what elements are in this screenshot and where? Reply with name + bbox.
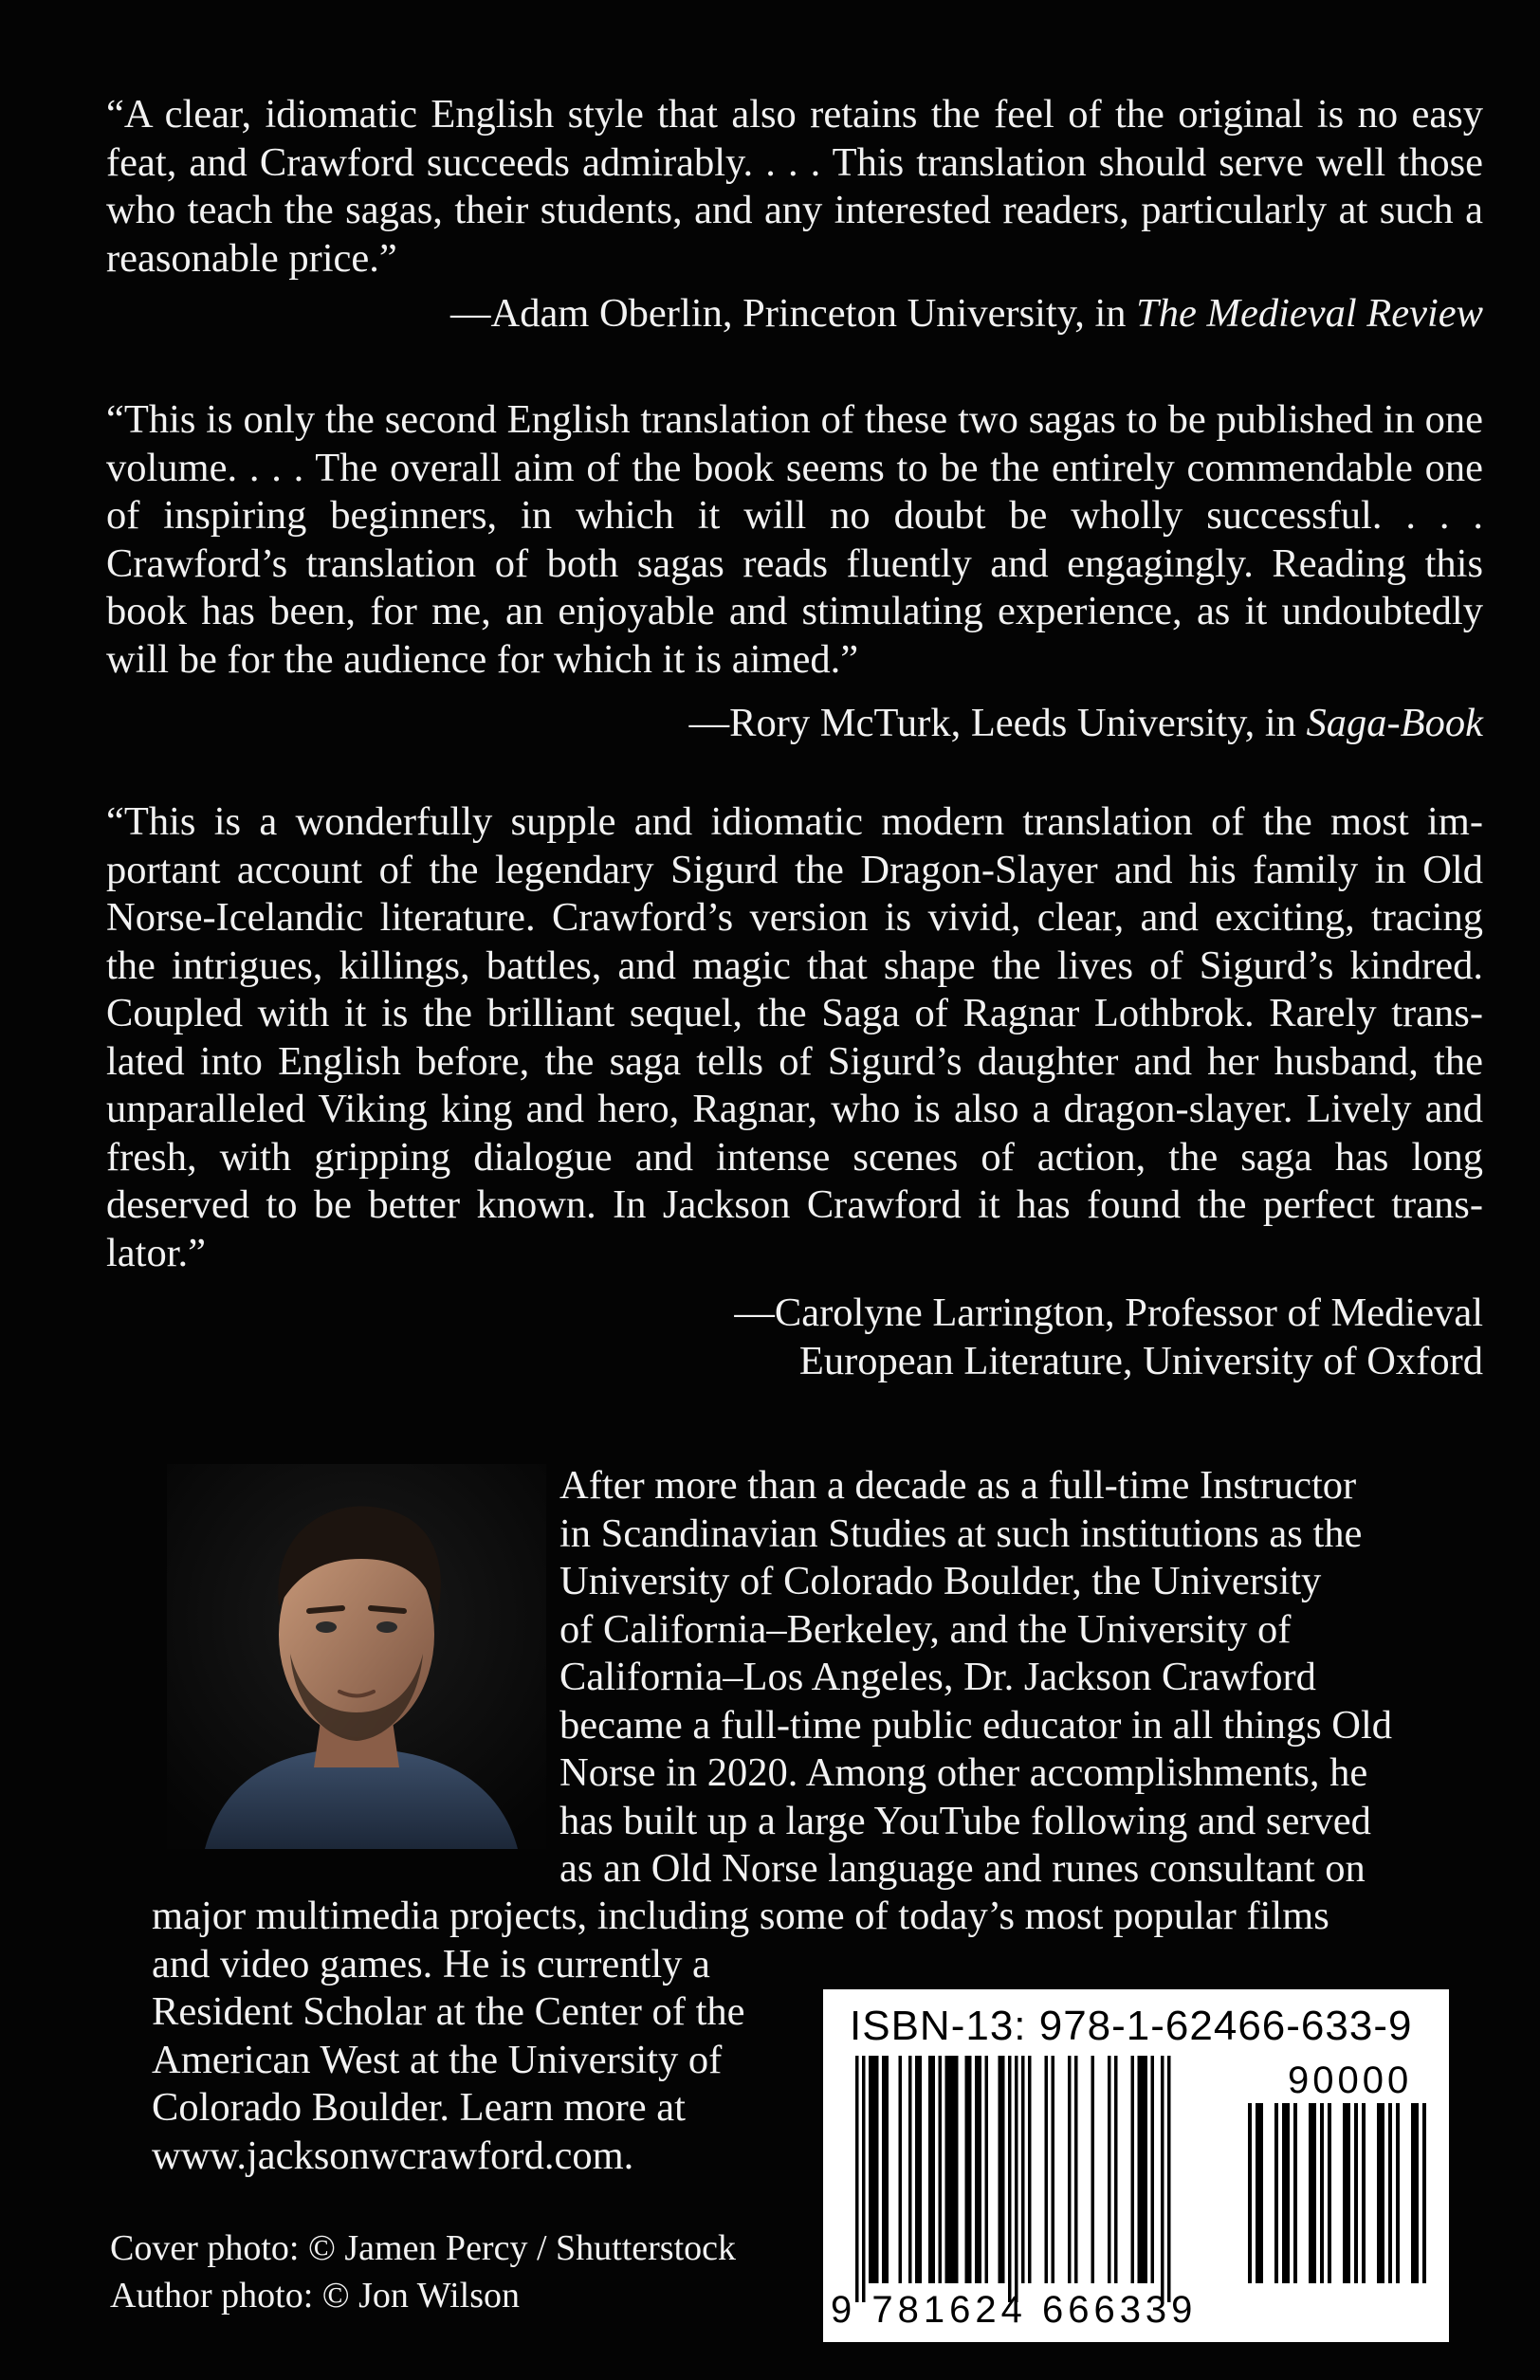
bio-line: University of Colorado Boulder, the University [559,1559,1322,1603]
bio-line: major multimedia projects, including some of today’s most popular films [152,1894,1329,1938]
barcode-bar [955,2056,959,2283]
barcode-bar [1167,2056,1171,2302]
author-bio-wrap-text [559,1462,1489,1894]
price-code: 90000 [1288,2060,1413,2101]
barcode-bar [999,2056,1002,2283]
addon-bar [1309,2103,1312,2283]
barcode-bar [945,2056,949,2283]
barcode-bar [975,2056,979,2283]
barcode-bar [1068,2056,1072,2283]
isbn-barcode [823,1989,1449,2342]
bio-line: in Scandinavian Studies at such institutions as the [559,1510,1363,1556]
barcode-bar [915,2056,919,2283]
addon-bar [1381,2103,1384,2283]
bio-line: Colorado Boulder. Learn more at [152,2085,686,2130]
review-attribution-2 [156,700,1483,748]
author-photo [167,1464,546,1849]
addon-bar [1320,2103,1324,2283]
bio-line: California–Los Angeles, Dr. Jackson Crawford [559,1655,1316,1699]
barcode-bar [855,2056,859,2302]
addon-bar [1274,2103,1278,2283]
addon-bar [1328,2103,1331,2283]
addon-bar [1396,2103,1400,2283]
addon-bar [1343,2103,1347,2283]
bio-line: Norse in 2020. Among other accomplishments, he [559,1750,1368,1795]
barcode-bar [1108,2056,1111,2283]
barcode-bar [1028,2056,1032,2283]
bio-line: of California–Berkeley, and the University of [559,1606,1292,1652]
barcode-bar [1151,2056,1155,2283]
barcode-bar [928,2056,932,2283]
review-quote-1: “A clear, idiomatic English style that also retains the feel of the original is no easy feat, and Crawford succeeds admirably. . . . This translation should serve well those who teach the sagas, their students, and any interested readers, particularly at such a reasonable price.” [106,92,1483,281]
author-photo-credit: Author photo: © Jon Wilson [110,2276,520,2316]
bio-line: became a full-time public educator in all things Old [559,1702,1393,1748]
barcode-bar [875,2056,879,2283]
barcode-bar [872,2056,876,2283]
barcode-bar [939,2056,943,2283]
photo-credits [110,2224,736,2319]
barcode-bar [1114,2056,1118,2283]
review-attribution-1 [156,290,1483,339]
barcode-bar [1141,2056,1145,2283]
review-quote-2: “This is only the second English translation of these two sagas to be published in one volume. . . . The overall aim of the book seems to be the entirely commendable one of inspiring beginners, in which it will no doubt be wholly successful. . . . Crawford’s translation of both sagas reads fluently and engagingly. Reading this book has been, for me, an enjoyable and stimulating experience, as it undoubtedly will be for the audience for which it is aimed.” [106,397,1483,682]
addon-bar [1256,2103,1259,2283]
bio-website: www.jacksonwcrawford.com. [152,2133,634,2178]
addon-bar [1286,2103,1290,2283]
ean13-bars [855,2056,1171,2302]
review-quote-3: “This is a wonderfully supple and idiomatic modern translation of the most important account of the legendary Sigurd the Dragon-Slayer and his family in Old Norse-Icelandic literature. Crawford’s version is vivid, clear, and exciting, tracing the intrigues, killings, battles, and magic that shape the lives of Sigurd’s kindred. Coupled with it is the brilliant sequel, the Saga of Ragnar Lothbrok. Rarely translated into English before, the saga tells of Sigurd’s daughter and her husband, the unparalleled Viking king and hero, Ragnar, who is also a dragon-slayer. Lively and fresh, with gripping dialogue and intense scenes of action, the saga has long deserved to be better known. In Jackson Crawford it has found the perfect translator.” [106,799,1483,1275]
barcode-bar [862,2056,866,2302]
barcode-bar [968,2056,972,2283]
addon-bar [1362,2103,1366,2283]
barcode-bar [952,2056,956,2283]
bio-line: and video games. He is currently a [152,1941,710,1986]
barcode-bar [1045,2056,1049,2283]
bio-line: American West at the University of [152,2037,723,2082]
bio-line: has built up a large YouTube following and served [559,1798,1371,1843]
review-attribution-3 [156,1290,1483,1385]
addon-bar [1312,2103,1316,2283]
barcode-bar [1145,2056,1148,2283]
addon-bar [1388,2103,1392,2283]
ean-digits: 9 781624 666339 [831,2289,1198,2331]
barcode-bar [985,2056,989,2283]
barcode-bar [1015,2056,1018,2302]
barcode-bar [932,2056,936,2283]
addon-bar [1422,2103,1426,2283]
barcode-bar [965,2056,969,2283]
addon-bar [1411,2103,1415,2283]
barcode-bar [886,2056,889,2283]
barcode-bar [1074,2056,1078,2283]
barcode-bar [1161,2056,1164,2302]
addon-bar [1248,2103,1252,2283]
barcode-bar [979,2056,982,2283]
addon-bar [1377,2103,1381,2283]
barcode-bar [919,2056,923,2283]
barcode-bar [899,2056,903,2283]
attribution-1-prefix: —Adam Oberlin, Princeton University, in [450,291,1137,336]
bio-line: Resident Scholar at the Center of the [152,1989,745,2034]
addon-bar [1259,2103,1263,2283]
addon-bar [1293,2103,1297,2283]
barcode-bar [882,2056,886,2283]
attribution-1-source: The Medieval Review [1136,291,1483,336]
barcode-bar [1091,2056,1095,2283]
addon-bar [1354,2103,1358,2283]
attribution-3-line-2: European Literature, University of Oxford [798,1338,1483,1383]
attribution-3-line-1: —Carolyne Larrington, Professor of Medieval [734,1291,1483,1335]
barcode-bar [908,2056,912,2283]
barcode-bar [1001,2056,1005,2283]
barcode-bar [869,2056,872,2283]
bio-line: After more than a decade as a full-time Instructor [559,1463,1357,1508]
addon-bar [1415,2103,1419,2283]
barcode-bar [1052,2056,1055,2283]
attribution-2-prefix: —Rory McTurk, Leeds University, in [688,701,1307,745]
barcode-bar [1008,2056,1012,2302]
addon-bar [1282,2103,1286,2283]
cover-photo-credit: Cover photo: © Jamen Percy / Shutterstock [110,2228,736,2268]
author-portrait-image [167,1464,546,1849]
barcode-bar [948,2056,952,2283]
attribution-2-source: Saga-Book [1306,701,1483,745]
isbn-label: ISBN-13: 978-1-62466-633-9 [850,2003,1413,2049]
addon-bar [1347,2103,1350,2283]
barcode-bar [1131,2056,1135,2283]
barcode-bar [1138,2056,1142,2283]
barcode-bar [1021,2056,1025,2283]
addon-bars [1248,2103,1426,2283]
bio-line: as an Old Norse language and runes consultant on [559,1846,1366,1891]
